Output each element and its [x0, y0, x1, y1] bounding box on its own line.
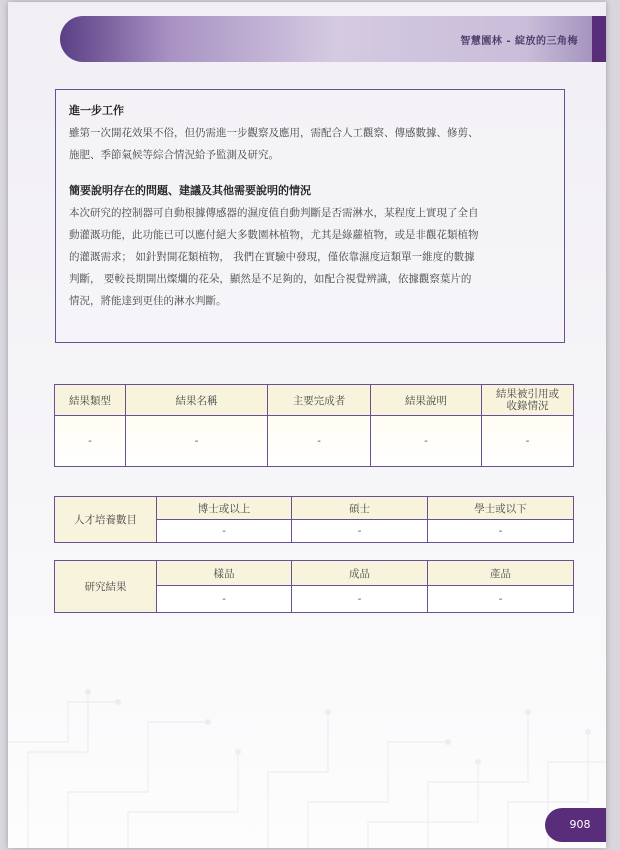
- col-header-result-description: 結果說明: [371, 385, 482, 416]
- col-header-result-name: 結果名稱: [126, 385, 268, 416]
- col-header-master: 碩士: [292, 497, 428, 520]
- document-page: [8, 2, 606, 848]
- research-results-table: [54, 560, 574, 613]
- header-title: 智慧園林 - 綻放的三角梅: [460, 36, 578, 47]
- further-work-box: [55, 89, 565, 343]
- issues-line-2: 動灌溉功能，此功能已可以應付絕大多數園林植物，尤其是綠蘿植物，或是非觀花類植物: [69, 229, 479, 241]
- col-header-main-contributor: 主要完成者: [268, 385, 371, 416]
- research-table-header-row: [55, 561, 574, 586]
- issues-line-5: 情況，將能達到更佳的淋水判斷。: [69, 295, 227, 307]
- header-accent-tab: [592, 16, 606, 62]
- circuit-background-graphic: [8, 602, 606, 848]
- col-header-bachelor: 學士或以下: [428, 497, 574, 520]
- issues-line-1: 本次研究的控制器可自動根據傳感器的濕度值自動判斷是否需淋水，某程度上實現了全自: [69, 207, 479, 219]
- results-table: [54, 384, 574, 467]
- talent-table-header-row: [55, 497, 574, 520]
- citation-header-line-1: 結果被引用或: [496, 388, 559, 400]
- col-header-doctorate: 博士或以上: [157, 497, 292, 520]
- cell-result-description: -: [371, 416, 482, 467]
- col-header-product: 產品: [428, 561, 574, 586]
- results-table-header-row: [55, 385, 574, 416]
- further-work-line-1: 雖第一次開花效果不俗，但仍需進一步觀察及應用，需配合人工觀察、傳感數據、修剪、: [69, 127, 479, 139]
- further-work-line-2: 施肥、季節氣候等綜合情況給予監測及研究。: [69, 149, 279, 161]
- cell-result-type: -: [55, 416, 126, 467]
- citation-header-line-2: 收錄情況: [506, 400, 549, 412]
- issues-heading: 簡要說明存在的問題、建議及其他需要說明的情況: [69, 184, 311, 197]
- issues-line-3: 的灌溉需求； 如針對開花類植物， 我們在實驗中發現，僅依靠濕度這類單一維度的數據: [69, 251, 475, 263]
- issues-line-4: 判斷， 要較長期開出燦爛的花朵，顯然是不足夠的，如配合視覺辨識，依據觀察葉片的: [69, 273, 472, 285]
- col-header-citation-status: [482, 385, 574, 416]
- further-work-heading: 進一步工作: [69, 104, 124, 117]
- cell-doctorate: -: [157, 520, 292, 543]
- cell-result-name: -: [126, 416, 268, 467]
- talent-table: [54, 496, 574, 543]
- col-header-sample: 樣品: [157, 561, 292, 586]
- col-header-finished-product: 成品: [292, 561, 428, 586]
- results-table-row: [55, 416, 574, 467]
- cell-master: -: [292, 520, 428, 543]
- cell-bachelor: -: [428, 520, 574, 543]
- research-row-label: 研究結果: [55, 561, 157, 613]
- cell-citation-status: -: [482, 416, 574, 467]
- cell-product: -: [428, 586, 574, 613]
- col-header-result-type: 結果類型: [55, 385, 126, 416]
- cell-main-contributor: -: [268, 416, 371, 467]
- cell-finished-product: -: [292, 586, 428, 613]
- talent-row-label: 人才培養數目: [55, 497, 157, 543]
- cell-sample: -: [157, 586, 292, 613]
- page-number: 908: [545, 808, 606, 842]
